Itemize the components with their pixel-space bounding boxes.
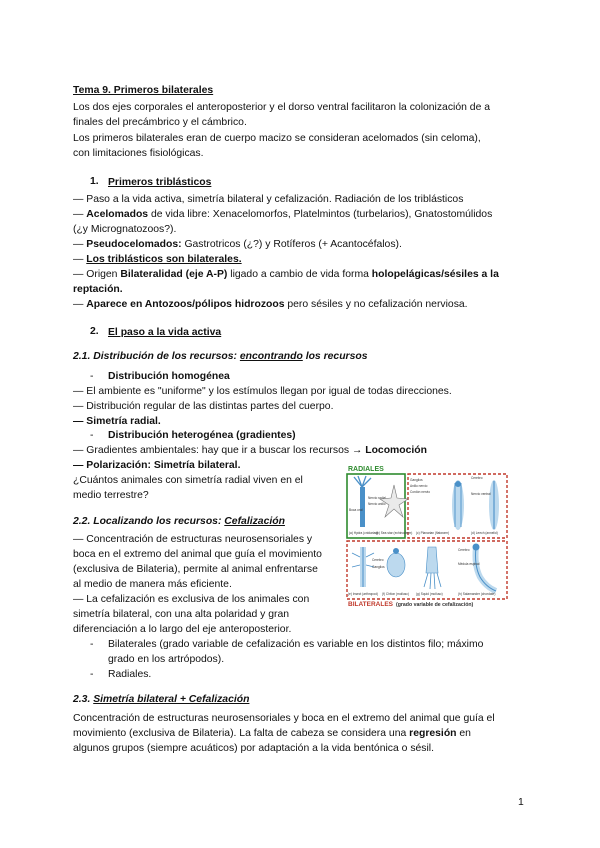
c-line-2: boca en el extremo del animal que guía el movimiento xyxy=(73,549,322,560)
question-line-2: medio terrestre? xyxy=(73,490,149,501)
s1-line-1: — Paso a la vida activa, simetría bilateral y cefalización. Radiación de los triblásticos xyxy=(73,194,464,205)
radiales-label: RADIALES xyxy=(348,466,384,473)
salamander-icon xyxy=(473,544,497,592)
chiton-icon xyxy=(387,548,405,577)
fig-label: Cordón nervio xyxy=(410,490,431,494)
g-line-1: — Gradientes ambientales: hay que ir a buscar los recursos → Locomoción xyxy=(73,445,427,456)
fig-label: (b) Sea star (echinoderm) xyxy=(376,531,413,535)
fig-label: Cerebro xyxy=(458,548,470,552)
fig-label: (c) Planarian (flatworm) xyxy=(416,531,450,535)
symmetry-figure xyxy=(346,465,508,608)
s1-line-4: — Pseudocelomados: Gastrotricos (¿?) y Rotíferos (+ Acantocéfalos). xyxy=(73,239,402,250)
e-line-3: algunos grupos (siempre acuáticos) por adaptación a la vida bentónica o sésil. xyxy=(73,743,434,754)
fig-label: Nervio radial xyxy=(368,496,386,500)
c-line-5: — La cefalización es exclusiva de los animales con xyxy=(73,594,310,605)
intro-line-4: con limitaciones fisiológicas. xyxy=(73,148,204,159)
fig-label: (e) Insect (arthropod) xyxy=(348,592,378,596)
d-bullet-2: - Radiales. xyxy=(90,669,152,680)
question-line-1: ¿Cuántos animales con simetría radial viven en el xyxy=(73,475,303,486)
fig-label: Cerebro xyxy=(471,476,483,480)
h-line-2: — Distribución regular de las distintas partes del cuerpo. xyxy=(73,401,334,412)
intro-line-3: Los primeros bilaterales eran de cuerpo macizo se consideran acelomados (sin celoma), xyxy=(73,133,481,144)
intro-line-1: Los dos ejes corporales el anteroposterior y el dorso ventral facilitaron la colonización de a xyxy=(73,102,491,113)
intro-line-2: finales del precámbrico y el cámbrico. xyxy=(73,117,247,128)
section-2-number: 2. xyxy=(90,326,99,337)
s1-line-5: — Los triblásticos son bilaterales. xyxy=(73,254,242,265)
sea-star-icon xyxy=(380,485,408,517)
fig-label: (f) Chiton (mollusc) xyxy=(382,592,409,596)
fig-label: Nervio anillo xyxy=(368,502,386,506)
bullet-heterogenea: - Distribución heterogénea (gradientes) xyxy=(90,430,296,441)
d-bullet-1: - Bilaterales (grado variable de cefalización es variable en los distintos filo; máximo xyxy=(90,639,484,650)
bilaterales-note: (grado variable de cefalización) xyxy=(396,602,474,608)
section-1-number: 1. xyxy=(90,176,99,187)
planarian-icon xyxy=(452,480,464,530)
insect-icon xyxy=(352,547,374,587)
subsection-2-1: 2.1. Distribución de los recursos: encontrando los recursos xyxy=(73,351,368,362)
c-line-1: — Concentración de estructuras neurosensoriales y xyxy=(73,534,313,545)
c-line-3: (exclusiva de Bilateria), permite al animal enfrentarse xyxy=(73,564,318,575)
e-line-1: Concentración de estructuras neurosensoriales y boca en el extremo del animal que guía el xyxy=(73,713,495,724)
h-line-3: — Simetría radial. xyxy=(73,416,161,427)
bilaterales-label: BILATERALES xyxy=(348,601,394,608)
fig-label: (g) Squid (mollusc) xyxy=(416,592,443,596)
c-line-6: simetría bilateral, con una alta polaridad y gran xyxy=(73,609,290,620)
subsection-2-3: 2.3. Simetría bilateral + Cefalización xyxy=(73,694,250,705)
bullet-homogenea: - Distribución homogénea xyxy=(90,371,230,382)
fig-label: Boca oral xyxy=(349,508,363,512)
page-number: 1 xyxy=(518,797,524,808)
fig-label: (a) Hydra (cnidarian) xyxy=(349,531,379,535)
s1-line-2: — Acelomados de vida libre: Xenacelomorfos, Platelmintos (turbelarios), Gnatostomúlidos xyxy=(73,209,493,220)
fig-label: Nervio ventral xyxy=(471,492,491,496)
subsection-2-2: 2.2. Localizando los recursos: Cefalización xyxy=(73,516,285,527)
fig-label: Ganglios xyxy=(410,478,423,482)
section-2-heading: El paso a la vida activa xyxy=(108,327,222,338)
c-line-4: al medio de manera más eficiente. xyxy=(73,579,232,590)
fig-label: (h) Salamander (chordate) xyxy=(458,592,496,596)
h-line-1: — El ambiente es "uniforme" y los estímulos llegan por igual de todas direcciones. xyxy=(73,386,452,397)
section-1-heading: Primeros triblásticos xyxy=(108,177,212,188)
fig-label: Ganglios xyxy=(372,565,385,569)
s1-line-6: — Origen Bilateralidad (eje A-P) ligado a cambio de vida forma holopelágicas/sésiles a la xyxy=(73,269,499,280)
doc-title: Tema 9. Primeros bilaterales xyxy=(73,85,214,96)
fig-label: Anillo nervio xyxy=(410,484,428,488)
s1-line-3: (¿y Micrognatozoos?). xyxy=(73,224,177,235)
c-line-7: diferenciación a lo largo del eje anteroposterior. xyxy=(73,624,292,635)
fig-label: (d) Leech (annelid) xyxy=(471,531,498,535)
fig-label: Médula espinal xyxy=(458,562,480,566)
fig-label: Cerebro xyxy=(372,558,384,562)
leech-icon xyxy=(489,480,499,530)
g-line-2: — Polarización: Simetría bilateral. xyxy=(73,460,241,471)
e-line-2: movimiento (exclusiva de Bilateria). La falta de cabeza se considera una regresión en xyxy=(73,728,471,739)
squid-icon xyxy=(424,547,441,589)
d-bullet-1-cont: grado en los artrópodos). xyxy=(108,654,225,665)
s1-line-7: reptación. xyxy=(73,284,123,295)
s1-line-8: — Aparece en Antozoos/pólipos hidrozoos pero sésiles y no cefalización nerviosa. xyxy=(73,299,468,310)
